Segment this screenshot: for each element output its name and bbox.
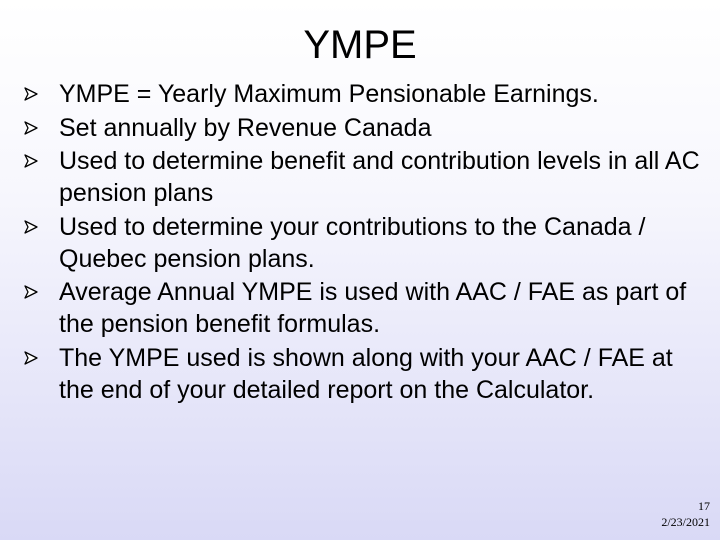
slide-date: 2/23/2021	[661, 515, 710, 529]
arrow-bullet-icon	[24, 87, 38, 101]
bullet-text: Used to determine benefit and contribution levels in all AC pension plans	[59, 147, 700, 207]
bullet-item	[24, 112, 704, 144]
bullet-text: Set annually by Revenue Canada	[59, 113, 432, 142]
bullet-item	[24, 276, 704, 340]
slide-title: YMPE	[303, 23, 417, 67]
bullet-item	[24, 78, 704, 110]
arrow-bullet-icon	[24, 220, 38, 234]
bullet-item	[24, 342, 704, 406]
slide-footer	[661, 498, 710, 530]
arrow-bullet-icon	[24, 285, 38, 299]
arrow-bullet-icon	[24, 154, 38, 168]
bullet-list	[24, 78, 704, 407]
page-number: 17	[698, 499, 710, 513]
bullet-text: The YMPE used is shown along with your AAC / FAE at the end of your detailed report on the Calculator.	[59, 343, 673, 404]
bullet-text: YMPE = Yearly Maximum Pensionable Earnings.	[59, 80, 599, 108]
bullet-text: Average Annual YMPE is used with AAC / FAE as part of the pension benefit formulas.	[59, 278, 687, 338]
bullet-item	[24, 145, 704, 209]
bullet-text: Used to determine your contributions to the Canada / Quebec pension plans.	[59, 212, 646, 273]
arrow-bullet-icon	[24, 121, 38, 135]
bullet-item	[24, 211, 704, 275]
arrow-bullet-icon	[24, 351, 38, 365]
